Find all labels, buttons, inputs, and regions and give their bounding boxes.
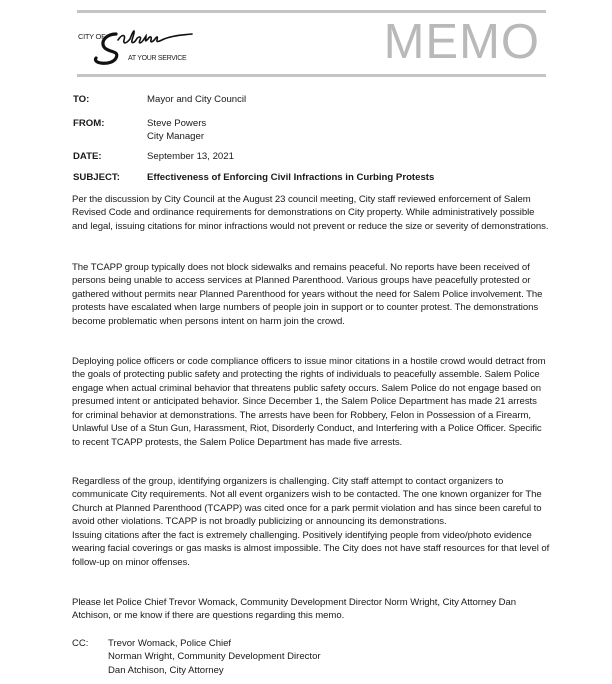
paragraph-text: Please let Police Chief Trevor Womack, Community Development Director Norm Wright, City Attorney Dan Atchison, or me know if there are questions regarding this memo. [72,597,517,622]
date-value: September 13, 2021 [147,151,234,162]
subject-value: Effectiveness of Enforcing Civil Infractions in Curbing Protests [147,172,435,183]
salem-logo-graphic [78,20,198,68]
closing-paragraph [72,596,550,623]
paragraph-text: Deploying police officers or code compliance officers to issue minor citations in a hostile crowd would detract from the goals of protecting public safety and protecting the rights of individuals to peacefully assemble. Salem Police engage when actual criminal behavior that threatens public safety occurs. Salem Police do not engage based on presumed intent or anticipated behavior. Since December 1, the Salem Police Department has made 21 arrests for criminal behavior at demonstrations. The arrests have been for Robbery, Felon in Possession of a Firearm, Unlawful Use of a Stun Gun, Harassment, Riot, Disorderly Conduct, and Interfering with a Police Officer. Specific to recent TCAPP protests, the Salem Police Department has made five arrests. [72,356,546,448]
cc-list [108,637,321,677]
paragraph-3 [72,355,550,449]
paragraph-text: Issuing citations after the fact is extremely challenging. Positively identifying people from video/photo evidence wearing facial coverings or gas masks is almost impossible. The City does not have staff resources for that level of follow-up on minor offenses. [72,529,550,568]
paragraph-1 [72,193,550,233]
cc-label: CC: [72,638,89,649]
logo-tagline: AT YOUR SERVICE [128,55,187,62]
city-of-salem-logo [78,20,198,68]
to-label: TO: [73,94,90,105]
date-label: DATE: [73,151,102,162]
from-label: FROM: [73,118,105,129]
cc-recipient: Norman Wright, Community Development Director [108,651,321,663]
memo-title: MEMO [383,15,540,69]
paragraph-text: The TCAPP group typically does not block sidewalks and remains peaceful. No reports have been received of persons being unable to access services at Planned Parenthood. Various groups have peacefully protested or gathered without permits near Planned Parenthood for years without the need for Salem Police involvement. The protests have escalated when large numbers of people join in support or to counter protest. The demonstrations become problematic when persons intent on harm join the crowd. [72,262,543,327]
paragraph-4 [72,475,550,569]
from-name: Steve Powers [147,118,207,129]
paragraph-text: Per the discussion by City Council at the August 23 council meeting, City staff reviewed enforcement of Salem Revised Code and ordinance requirements for demonstrations on City property. While administratively possible and legal, issuing citations for minor infractions would not prevent or reduce the size or severity of demonstrations. [72,194,549,232]
subject-label: SUBJECT: [73,172,120,183]
paragraph-text: Regardless of the group, identifying organizers is challenging. City staff attempt to contact organizers to communicate City requirements. Not all event organizers wish to be contacted. The one known organizer for The Church at Planned Parenthood (TCAPP) was cited once for a park permit violation and has since been careful to avoid other violations. TCAPP is not broadly publicizing or announcing its demonstrations. [72,476,542,528]
to-value: Mayor and City Council [147,94,247,105]
from-title: City Manager [147,131,205,142]
header-top-rule [77,10,546,13]
paragraph-2 [72,261,550,328]
header-bottom-rule [77,74,546,77]
cc-recipient: Dan Atchison, City Attorney [108,664,224,676]
cc-recipient: Trevor Womack, Police Chief [108,638,232,649]
logo-city-of: CITY OF [78,32,106,41]
